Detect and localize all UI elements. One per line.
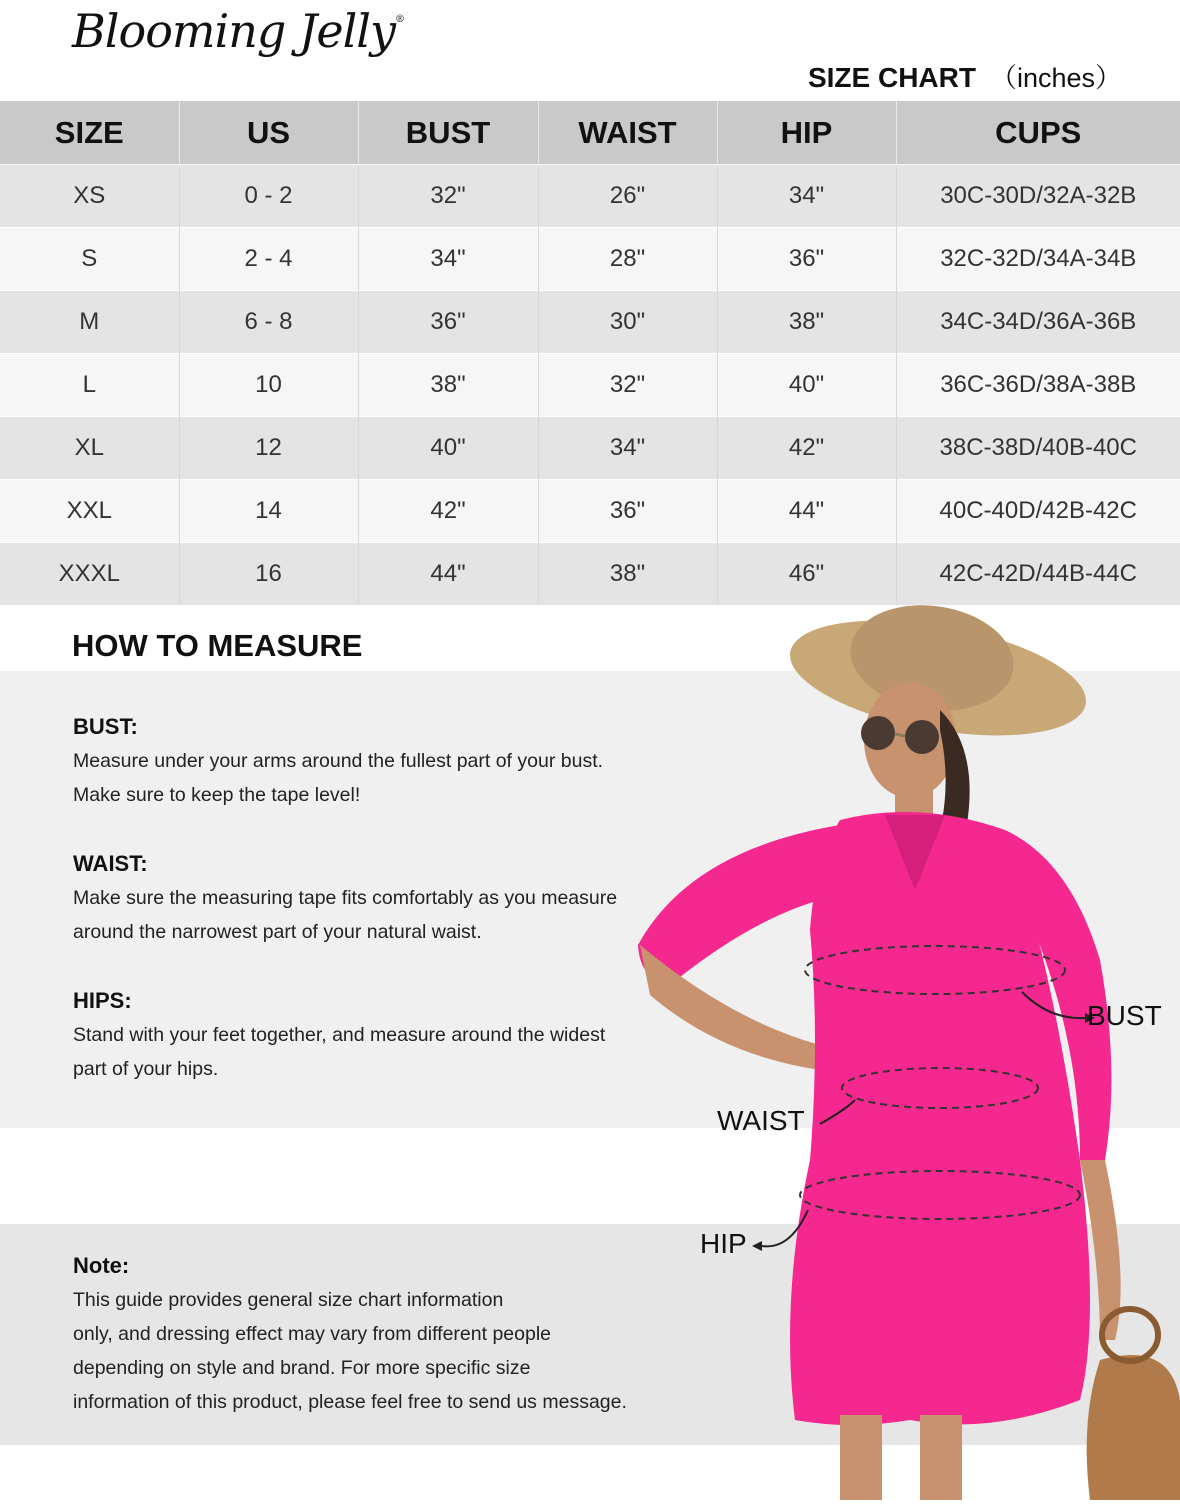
bust-heading: BUST: (73, 714, 138, 739)
cell-cups: 38C-38D/40B-40C (896, 417, 1180, 480)
unit-label: （inches） (989, 63, 1122, 93)
cell-bust: 40" (358, 417, 538, 480)
header-cups: CUPS (896, 101, 1180, 165)
cell-hip: 46" (717, 543, 896, 606)
right-leg (920, 1415, 962, 1500)
cell-size: XL (0, 417, 179, 480)
model-figure (610, 600, 1180, 1500)
cell-cups: 34C-34D/36A-36B (896, 291, 1180, 354)
left-sleeve (638, 825, 840, 985)
table-row (0, 228, 1180, 291)
note-text: This guide provides general size chart information only, and dressing effect may vary from different people depending on style and brand. For more specific size information of this product, please feel free to send us message. (73, 1289, 627, 1413)
cell-cups: 40C-40D/42B-42C (896, 480, 1180, 543)
note-block (73, 1253, 693, 1419)
cell-size: L (0, 354, 179, 417)
note-heading: Note: (73, 1253, 130, 1278)
table-row (0, 480, 1180, 543)
table-row (0, 291, 1180, 354)
header-us: US (179, 101, 358, 165)
bust-label: BUST (1087, 1000, 1162, 1031)
cell-us: 12 (179, 417, 358, 480)
straw-bag (1087, 1355, 1180, 1500)
header-waist: WAIST (538, 101, 717, 165)
cell-cups: 36C-36D/38A-38B (896, 354, 1180, 417)
size-chart-title: SIZE CHART （inches） (807, 62, 1122, 93)
cell-size: XXL (0, 480, 179, 543)
table-header-row (0, 101, 1180, 165)
cell-cups: 42C-42D/44B-44C (896, 543, 1180, 606)
cell-cups: 30C-30D/32A-32B (896, 165, 1180, 228)
cell-size: XXXL (0, 543, 179, 606)
cell-hip: 44" (717, 480, 896, 543)
cell-hip: 40" (717, 354, 896, 417)
cell-bust: 38" (358, 354, 538, 417)
header-size: SIZE (0, 101, 179, 165)
cell-size: M (0, 291, 179, 354)
cell-waist: 28" (538, 228, 717, 291)
hips-instructions (73, 988, 693, 1086)
waist-text: Make sure the measuring tape fits comfortably as you measure around the narrowest part of your natural waist. (73, 887, 618, 943)
cell-bust: 42" (358, 480, 538, 543)
cell-hip: 36" (717, 228, 896, 291)
table-row (0, 354, 1180, 417)
cell-bust: 32" (358, 165, 538, 228)
cell-hip: 38" (717, 291, 896, 354)
hips-heading: HIPS: (73, 988, 132, 1013)
hips-text: Stand with your feet together, and measure around the widest part of your hips. (73, 1024, 606, 1080)
cell-cups: 32C-32D/34A-34B (896, 228, 1180, 291)
cell-waist: 32" (538, 354, 717, 417)
cell-us: 6 - 8 (179, 291, 358, 354)
cell-size: XS (0, 165, 179, 228)
cell-us: 2 - 4 (179, 228, 358, 291)
cell-bust: 34" (358, 228, 538, 291)
cell-us: 10 (179, 354, 358, 417)
header-hip: HIP (717, 101, 896, 165)
cell-hip: 42" (717, 417, 896, 480)
cell-waist: 36" (538, 480, 717, 543)
brand-logo: Blooming Jelly® (72, 4, 405, 58)
cell-us: 0 - 2 (179, 165, 358, 228)
bust-text: Measure under your arms around the fullest part of your bust. Make sure to keep the tape level! (73, 750, 604, 806)
cell-hip: 34" (717, 165, 896, 228)
sunglass-right (905, 720, 939, 754)
cell-waist: 26" (538, 165, 717, 228)
waist-heading: WAIST: (73, 851, 148, 876)
table-row (0, 417, 1180, 480)
cell-bust: 36" (358, 291, 538, 354)
cell-bust: 44" (358, 543, 538, 606)
cell-us: 14 (179, 480, 358, 543)
header-bust: BUST (358, 101, 538, 165)
how-to-measure-title: HOW TO MEASURE (72, 628, 363, 663)
table-row (0, 165, 1180, 228)
left-leg (840, 1415, 882, 1500)
waist-instructions (73, 851, 693, 949)
cell-waist: 34" (538, 417, 717, 480)
cell-waist: 38" (538, 543, 717, 606)
sunglass-left (861, 716, 895, 750)
cell-waist: 30" (538, 291, 717, 354)
bust-instructions (73, 714, 693, 812)
cell-us: 16 (179, 543, 358, 606)
model-illustration (610, 600, 1180, 1500)
table-row (0, 543, 1180, 606)
waist-label: WAIST (717, 1105, 805, 1136)
hip-label: HIP (700, 1228, 747, 1259)
size-chart-table (0, 101, 1180, 605)
cell-size: S (0, 228, 179, 291)
